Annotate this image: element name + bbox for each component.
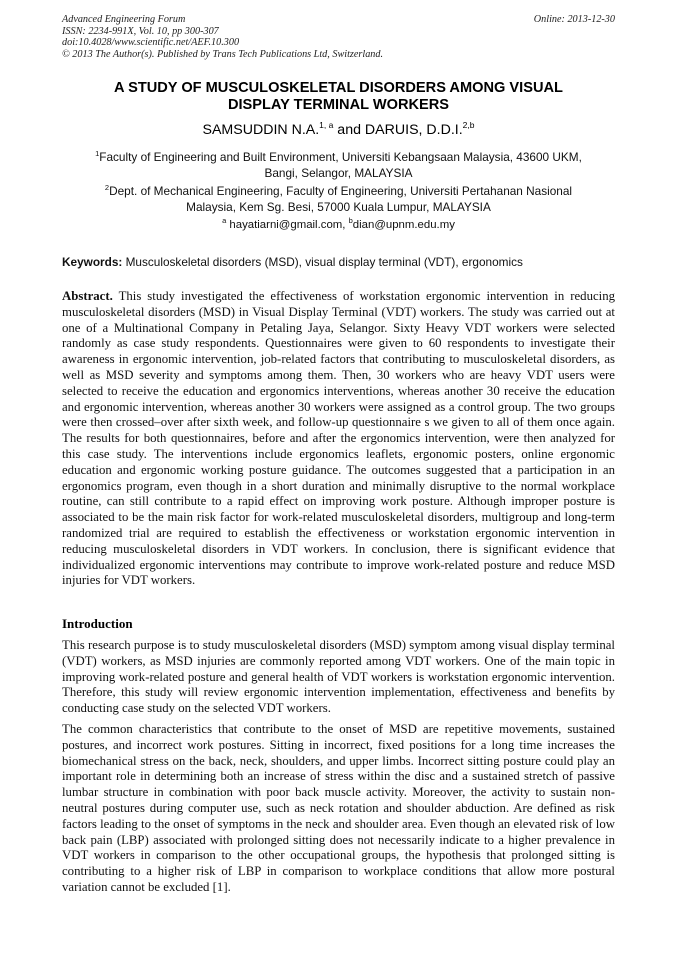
affiliation-2-line-2: Malaysia, Kem Sg. Besi, 57000 Kuala Lumpur, MALAYSIA (186, 200, 491, 214)
journal-name: Advanced Engineering Forum (62, 14, 186, 25)
email-b-marker: b (348, 216, 353, 225)
doi-line[interactable]: doi:10.4028/www.scientific.net/AEF.10.300 (62, 37, 240, 49)
abstract (62, 289, 615, 589)
affiliation-1 (62, 149, 615, 181)
affiliation-2-marker: 2 (104, 183, 110, 192)
journal-header (62, 14, 615, 60)
introduction-paragraph-2: The common characteristics that contribute to the onset of MSD are repetitive movements, sustained postures, and incorrect work postures. Sitting in incorrect, fixed positions for a long time increases the biomechanical stress on the back, neck, shoulders, and upper limbs. Incorrect sitting posture could play an important role in determining both an increase of stress within the disc and a sustained stretch of passive lumbar structure in combination with poor back muscle activity. Moreover, the activity to sustain non-neutral postures during computer use, such as neck rotation and shoulder abduction. Are defined as risk factors leading to the onset of symptoms in the neck and shoulder area. Even though an elevated risk of low back pain (LBP) associated with prolonged sitting does not necessarily indicate to a higher prevalence in VDT workers in comparison to the other occupational groups, the hypothesis that prolonged sitting is contributing to a higher risk of LBP in comparison to workplace conditions that allow more postural variation cannot be excluded [1]. (62, 722, 615, 894)
email-a-link[interactable]: hayatiarni@gmail.com, (226, 219, 349, 231)
abstract-label: Abstract. (62, 289, 113, 303)
author-1-superscript: 1, a (319, 120, 334, 130)
affiliation-2 (62, 183, 615, 215)
issn-line: ISSN: 2234-991X, Vol. 10, pp 300-307 (62, 25, 219, 37)
paper-title (62, 80, 615, 114)
email-line (62, 217, 615, 233)
online-date: Online: 2013-12-30 (533, 14, 615, 25)
title-line-2: DISPLAY TERMINAL WORKERS (227, 97, 450, 113)
affiliation-1-line-2: Bangi, Selangor, MALAYSIA (264, 166, 413, 180)
title-line-1: A STUDY OF MUSCULOSKELETAL DISORDERS AMONG VISUAL (114, 80, 563, 96)
author-list (62, 121, 615, 139)
introduction-paragraph-1: This research purpose is to study musculoskeletal disorders (MSD) symptom among visual display terminal (VDT) workers, as MSD injuries are commonly reported among VDT workers. One of the main topic in improving work-related posture and general health of VDT workers is workstation ergonomic intervention. Therefore, this study will review ergonomic intervention implementation, effectiveness and benefits by conducting case study on the selected VDT workers. (62, 638, 615, 716)
affiliation-2-line-1: Dept. of Mechanical Engineering, Faculty of Engineering, Universiti Pertahanan Nasional (109, 184, 573, 198)
abstract-text: This study investigated the effectiveness of workstation ergonomic intervention in reducing musculoskeletal disorders (MSD) in Visual Display Terminal (VDT) workers. The study was carried out at one of a Multinational Company in Petaling Jaya, Selangor. Sixty Heavy VDT workers were selected randomly as case study respondents. Questionnaires were given to 60 respondents to investigate their awareness in ergonomic intervention, job-related factors that contributing to musculoskeletal disorders, as well as MSD severity and symptoms among them. Then, 30 workers who are heavy VDT users were selected to receive the education and ergonomics interventions, whereas another 30 receive the education and ergonomic intervention, whereas another 30 workers were assigned as a control group. The two groups were then crossed–over after sixth week, and follow-up questionnaire s we given to all of them once again. The results for both questionnaires, before and after the ergonomics intervention, were then analyzed for this case study. The interventions include ergonomics leaflets, ergonomic posters, online ergonomic education and ergonomic working posture guidance. The outcomes suggested that a participation in an ergonomics program, even though in a short duration and minimally disruptive to the normal workplace routine, can still contribute to a rapid effect on improving work posture. Although improper posture is associated to be the main risk factor for work-related musculoskeletal disorders, multigroup and long-term randomized trial are required to establish the effectiveness or workstation ergonomic intervention in reducing musculoskeletal disorders in VDT workers. In conclusion, there is significant evidence that individualized ergonomic interventions may contribute to improve work-related posture and reduce MSD injuries for VDT workers. (62, 289, 615, 588)
affiliation-1-line-1: Faculty of Engineering and Built Environment, Universiti Kebangsaan Malaysia, 43600 UKM, (99, 150, 582, 164)
author-1: SAMSUDDIN N.A. (202, 122, 320, 138)
email-b-link[interactable]: dian@upnm.edu.my (352, 219, 455, 231)
author-conjunction: and (333, 122, 365, 138)
keywords-text: Musculoskeletal disorders (MSD), visual display terminal (VDT), ergonomics (122, 255, 523, 269)
author-2: DARUIS, D.D.I. (364, 122, 463, 138)
section-heading-introduction: Introduction (62, 616, 133, 631)
keywords (62, 255, 622, 269)
affiliation-1-marker: 1 (95, 149, 100, 158)
keywords-label: Keywords: (62, 255, 123, 269)
copyright-line: © 2013 The Author(s). Published by Trans Tech Publications Ltd, Switzerland. (62, 48, 384, 60)
author-2-superscript: 2,b (462, 120, 475, 130)
email-a-marker: a (222, 216, 227, 225)
